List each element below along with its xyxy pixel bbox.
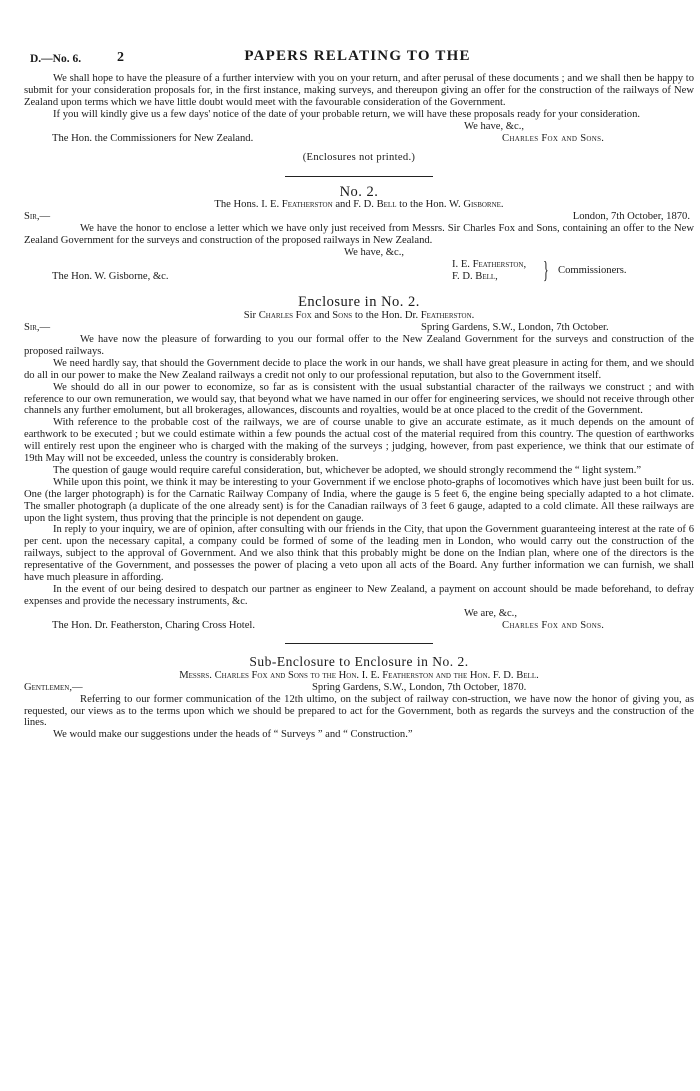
enc2-paragraph-5: The question of gauge would require careful consideration, but, whichever be adopted, we should strongly recommend the “ light system.” — [53, 464, 642, 476]
section-divider-2 — [285, 643, 433, 644]
enc2-place-date: Spring Gardens, S.W., London, 7th October. — [421, 321, 609, 333]
document-number: D.—No. 6. — [30, 53, 82, 65]
no2-signer-featherston: I. E. Featherston, — [452, 259, 527, 271]
no2-salutation-line — [24, 211, 694, 223]
letter1-signature-line — [24, 133, 694, 145]
no2-place-date: London, 7th October, 1870. — [572, 211, 690, 223]
enc2-signature-line — [24, 620, 694, 632]
letter1-signature: Charles Fox and Sons. — [502, 132, 605, 144]
no2-paragraph-1: We have the honor to enclose a letter which we have only just received from Messrs. Sir Charles Fox and Sons, containing an offer to the New Zealand Government for the surveys and construction of the proposed railways in New Zealand. — [24, 223, 694, 247]
enc2-salutation: Sir,— — [24, 321, 51, 333]
enc2-heading: Enclosure in No. 2. — [298, 294, 420, 311]
enc2-subheading-part: Charles Fox — [258, 310, 312, 322]
letter1-paragraph-1: We shall hope to have the pleasure of a further interview with you on your return, and after perusal of these documents ; and we shall then be happy to submit for your consideration proposals for, in the first instance, making surveys, and thereupon giving an offer for the construction of the railways of New Zealand upon terms which we have little doubt would meet with the favourable consideration of the Government. — [24, 73, 694, 108]
letter1-paragraph-2: If you will kindly give us a few days' notice of the date of your probable return, we will have these proposals ready for your consideration. — [53, 108, 641, 120]
enc2-paragraph-8: In the event of our being desired to despatch our partner as engineer to New Zealand, a payment on account should be made beforehand, to defray expenses and provide the necessary instruments, &c. — [24, 584, 694, 607]
letter1-closing-line — [24, 121, 694, 133]
enc2-paragraph-4: With reference to the probable cost of the railways, we are of course unable to give an accurate estimate, as it much depends on the amount of earthwork to be executed ; but we could estimate within a few pounds the actual cost of the material required from this country. The question of earthworks will entirely rest upon the engineer who is charged with the making of the surveys ; judging, however, from past experience, we think that our estimate of 19th May will not be exceeded, unless the country is considerably broken. — [24, 417, 694, 465]
page-number: 2 — [117, 50, 124, 65]
enclosures-note: (Enclosures not printed.) — [302, 151, 416, 163]
enc2-subheading — [24, 310, 694, 322]
enc2-subheading-part: to the Hon. Dr. — [354, 310, 419, 322]
enc2-closing: We are, &c., — [464, 607, 517, 619]
subenc-place-date: Spring Gardens, S.W., London, 7th October, 1870. — [312, 681, 527, 693]
enc2-paragraph-3: We should do all in our power to economize, so far as is consistent with the usual substantial character of the railways we construct ; and with reference to our own remuneration, we would say, that beyond what we have named in our offer for engineering services, we should not receive through other channels any further emolument, but all brokerages, allowances, discounts and royalties, would be at once placed to the credit of the Government. — [24, 381, 694, 417]
enc2-closing-line — [24, 608, 694, 620]
no2-subheading-part: The Hons. I. E. — [214, 199, 280, 211]
no2-name-bell: Bell — [376, 199, 397, 211]
enc2-paragraph-6: While upon this point, we think it may be interesting to your Government if we enclose photo-graphs of locomotives which have just been built for us. One (the larger photograph) is for the Carnatic Railway Company of India, where the gauge is 5 feet 6, the engine being specially adapted to a hot climate. The smaller photograph (a duplicate of the one already sent) is for the Canadian railways of 3 feet 6 gauge, adapted to a cold climate. All these railways are upon the light system, thus proving that the principle is not dependent on gauge. — [24, 476, 694, 524]
subenc-salutation-line — [24, 682, 694, 694]
no2-closing-line — [24, 247, 694, 259]
enc2-salutation-line — [24, 322, 694, 334]
section-divider-1 — [285, 176, 433, 177]
subenc-salutation: Gentlemen,— — [24, 681, 83, 693]
no2-closing: We have, &c., — [344, 247, 405, 259]
no2-signers-role: Commissioners. — [558, 265, 627, 277]
page-body — [24, 73, 694, 741]
no2-subheading-part: and F. D. — [335, 199, 374, 211]
page-header — [30, 48, 685, 70]
subenc-heading: Sub-Enclosure to Enclosure in No. 2. — [249, 653, 469, 669]
enc2-subheading-part: Featherston. — [420, 310, 475, 322]
no2-subheading — [24, 199, 694, 211]
no2-subheading-part: to the Hon. W. — [399, 199, 461, 211]
no2-name-featherston: Featherston — [281, 199, 333, 211]
no2-signer-bell: F. D. Bell, — [452, 271, 498, 283]
enc2-paragraph-1: We have now the pleasure of forwarding to you our formal offer to the New Zealand Government for the surveys and construction of the proposed railways. — [24, 333, 694, 357]
enc2-subheading-part: Sons — [332, 310, 353, 322]
letter1-closing: We have, &c., — [464, 120, 525, 132]
enc2-addressee: The Hon. Dr. Featherston, Charing Cross Hotel. — [52, 619, 256, 631]
subenc-paragraph-2: We would make our suggestions under the heads of “ Surveys ” and “ Construction.” — [53, 729, 413, 741]
letter1-addressee: The Hon. the Commissioners for New Zealand. — [52, 132, 254, 144]
no2-heading: No. 2. — [339, 183, 379, 200]
enc2-subheading-part: Sir — [243, 310, 257, 322]
subenc-subheading: Messrs. Charles Fox and Sons to the Hon. I. E. Featherston and the Hon. F. D. Bell. — [179, 669, 539, 681]
enc2-signature: Charles Fox and Sons. — [502, 619, 605, 631]
running-title: PAPERS RELATING TO THE — [244, 48, 471, 64]
signers-brace: } — [543, 258, 549, 285]
enc2-paragraph-2: We need hardly say, that should the Government decide to place the work in our hands, we shall have great pleasure in acting for them, and we should do all in our power to make the New Zealand railways a credit not only to our professional reputation, but also to the Government itself. — [24, 357, 694, 381]
enc2-subheading-part: and — [314, 310, 330, 322]
no2-salutation: Sir,— — [24, 211, 51, 223]
no2-addressee: The Hon. W. Gisborne, &c. — [52, 271, 169, 283]
no2-name-gisborne: Gisborne. — [463, 199, 504, 211]
no2-signature-block — [24, 259, 694, 285]
enc2-paragraph-7: In reply to your inquiry, we are of opinion, after consulting with our friends in the City, that upon the Government guaranteeing interest at the rate of 6 per cent. upon the necessary capital, a company could be formed of some of the leading men in London, who would carry out the construction of the railways, subject to the approval of Government. And we also think that this probably might be done on the Indian plan, where one of the directors is the representative of the Government, and possesses the power of placing a veto upon all acts of the Board. Any further information we can furnish, we shall have much pleasure in affording. — [24, 524, 694, 584]
subenc-paragraph-1: Referring to our former communication of the 12th ultimo, on the subject of railway con-struction, we have now the honor of giving you, as requested, our views as to the terms upon which we should be prepared to act for the Government, both as regards the surveys and the construction of the lines. — [24, 693, 694, 729]
